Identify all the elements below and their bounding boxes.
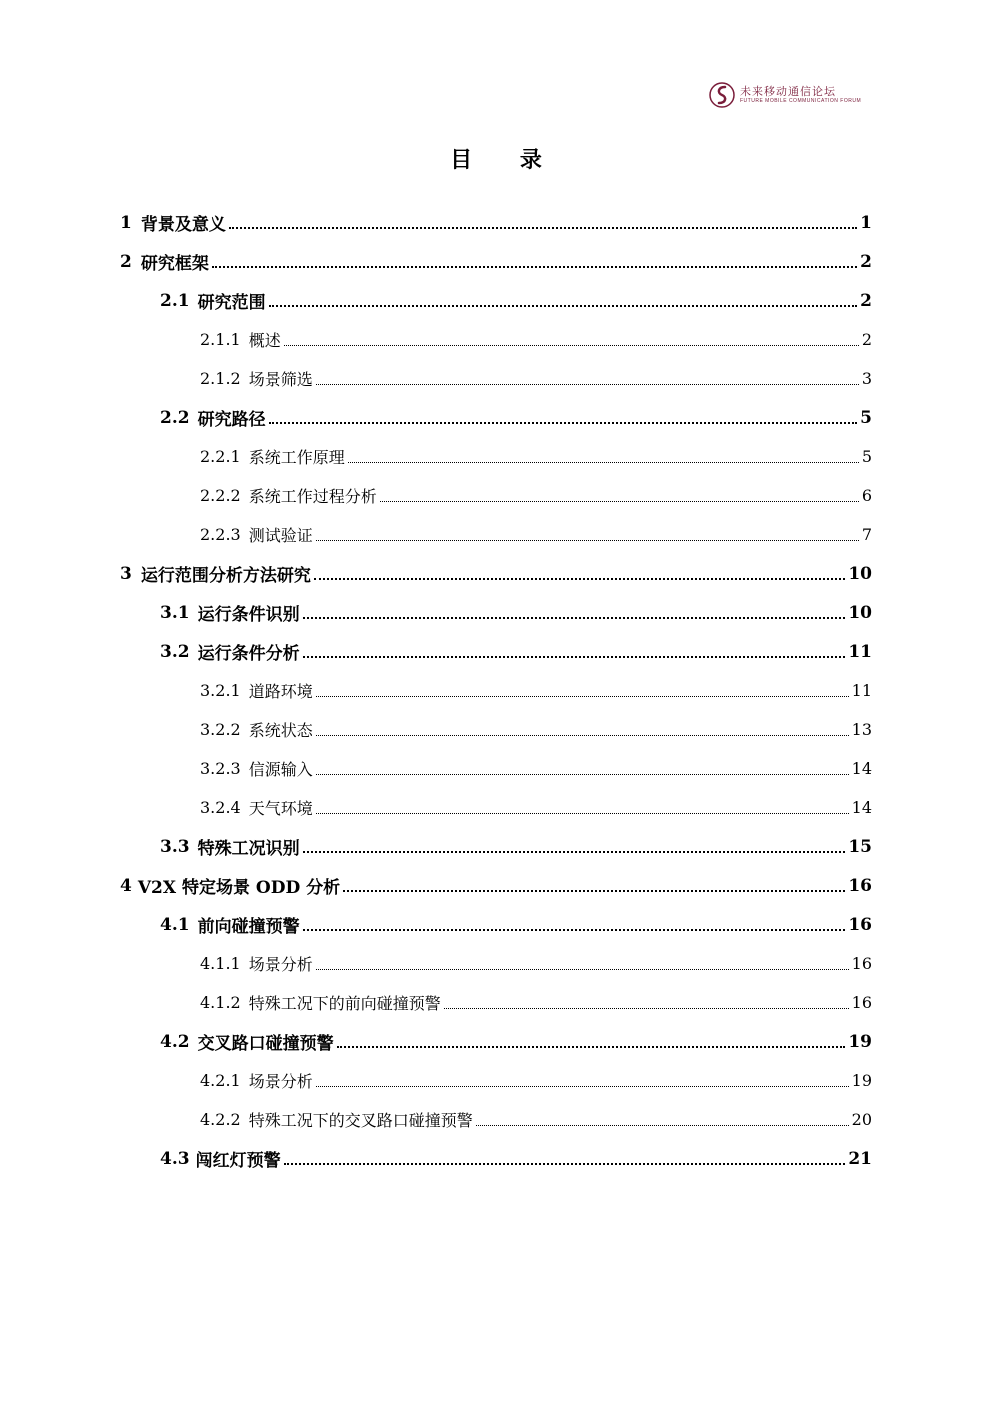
toc-dot-leader — [229, 226, 857, 229]
toc-dot-leader — [337, 1045, 846, 1048]
toc-dot-leader — [316, 812, 849, 814]
forum-logo-icon — [708, 81, 736, 109]
toc-entry-page: 2 — [860, 251, 872, 272]
toc-entry-title: 运行范围分析方法研究 — [140, 566, 311, 586]
toc-entry-page: 11 — [851, 681, 872, 700]
toc-entry[interactable] — [120, 320, 872, 359]
logo-english-text: FUTURE MOBILE COMMUNICATION FORUM — [740, 98, 862, 104]
toc-entry-title: 场景分析 — [248, 955, 313, 974]
toc-entry-title: 系统工作过程分析 — [248, 487, 377, 506]
toc-entry-number: 2.1.2 — [200, 369, 241, 388]
toc-entry-title: 天气环境 — [248, 799, 313, 818]
toc-entry-page: 20 — [851, 1110, 872, 1129]
toc-entry-page: 2 — [861, 330, 872, 349]
toc-entry-page: 1 — [860, 212, 872, 233]
toc-entry[interactable] — [120, 242, 872, 281]
toc-entry-page: 10 — [848, 602, 872, 623]
toc-entry-number: 3.2.3 — [200, 759, 241, 778]
toc-dot-leader — [476, 1124, 849, 1126]
toc-entry-page: 19 — [851, 1071, 872, 1090]
toc-entry-title: 场景分析 — [248, 1072, 313, 1091]
toc-entry-page: 16 — [851, 993, 872, 1012]
toc-entry-number: 2.1.1 — [200, 330, 241, 349]
toc-entry-number: 4.1.1 — [200, 954, 241, 973]
toc-entry-number: 3 — [120, 563, 132, 584]
toc-entry-title: 背景及意义 — [140, 215, 226, 235]
toc-entry[interactable] — [120, 944, 872, 983]
toc-entry[interactable] — [120, 671, 872, 710]
toc-entry-title: 场景筛选 — [248, 370, 313, 389]
toc-entry[interactable] — [120, 203, 872, 242]
toc-entry-number: 4.3 — [160, 1148, 190, 1169]
toc-entry-title: 道路环境 — [248, 682, 313, 701]
toc-entry-number: 3.1 — [160, 602, 190, 623]
toc-entry-title: 特殊工况下的交叉路口碰撞预警 — [248, 1111, 473, 1130]
toc-dot-leader — [444, 1007, 849, 1009]
toc-entry-title: 运行条件分析 — [197, 644, 300, 664]
toc-entry[interactable] — [120, 983, 872, 1022]
toc-entry-page: 15 — [848, 836, 872, 857]
toc-entry[interactable] — [120, 749, 872, 788]
toc-dot-leader — [284, 1162, 846, 1165]
toc-entry[interactable] — [120, 1022, 872, 1061]
toc-entry-title: 交叉路口碰撞预警 — [197, 1034, 334, 1054]
forum-logo — [708, 80, 861, 110]
toc-entry[interactable] — [120, 1100, 872, 1139]
toc-entry-page: 7 — [861, 525, 872, 544]
toc-dot-leader — [269, 421, 858, 424]
toc-entry[interactable] — [120, 827, 872, 866]
toc-entry-number: 3.3 — [160, 836, 190, 857]
toc-dot-leader — [348, 461, 859, 463]
toc-entry-page: 13 — [851, 720, 872, 739]
toc-dot-leader — [316, 695, 849, 697]
toc-entry-number: 2.2 — [160, 407, 190, 428]
toc-dot-leader — [316, 773, 849, 775]
toc-dot-leader — [303, 850, 846, 853]
toc-entry[interactable] — [120, 788, 872, 827]
toc-entry-page: 16 — [848, 875, 872, 896]
toc-entry-title: 闯红灯预警 — [195, 1151, 281, 1171]
toc-dot-leader — [316, 1085, 849, 1087]
toc-entry-title: 系统工作原理 — [248, 448, 345, 467]
toc-entry-title: 特殊工况识别 — [197, 839, 300, 859]
toc-entry-title: 前向碰撞预警 — [197, 917, 300, 937]
toc-dot-leader — [316, 734, 849, 736]
toc-dot-leader — [343, 889, 845, 892]
toc-entry-number: 4.2.2 — [200, 1110, 241, 1129]
toc-entry-page: 14 — [851, 759, 872, 778]
toc-entry-page: 10 — [848, 563, 872, 584]
toc-entry-number: 4.1.2 — [200, 993, 241, 1012]
toc-entry-page: 11 — [848, 641, 872, 662]
toc-entry[interactable] — [120, 632, 872, 671]
toc-entry-number: 3.2.2 — [200, 720, 241, 739]
table-of-contents — [120, 203, 872, 1178]
toc-entry-number: 2.2.1 — [200, 447, 241, 466]
toc-entry-number: 2 — [120, 251, 132, 272]
toc-entry-page: 14 — [851, 798, 872, 817]
toc-entry-page: 19 — [848, 1031, 872, 1052]
toc-dot-leader — [269, 304, 858, 307]
toc-entry[interactable] — [120, 710, 872, 749]
toc-entry[interactable] — [120, 281, 872, 320]
toc-entry[interactable] — [120, 866, 872, 905]
toc-entry-title: 系统状态 — [248, 721, 313, 740]
toc-entry-number: 3.2 — [160, 641, 190, 662]
toc-entry-number: 2.2.3 — [200, 525, 241, 544]
toc-entry-number: 3.2.4 — [200, 798, 241, 817]
toc-dot-leader — [303, 616, 846, 619]
toc-dot-leader — [314, 577, 845, 580]
toc-entry-title: 信源输入 — [248, 760, 313, 779]
toc-entry-page: 5 — [861, 447, 872, 466]
toc-entry-title: V2X 特定场景 ODD 分析 — [137, 878, 341, 898]
toc-entry-page: 5 — [860, 407, 872, 428]
toc-dot-leader — [303, 655, 846, 658]
toc-entry-page: 6 — [861, 486, 872, 505]
toc-entry-number: 2.2.2 — [200, 486, 241, 505]
toc-entry-title: 概述 — [248, 331, 281, 350]
toc-dot-leader — [316, 968, 849, 970]
toc-entry-title: 研究框架 — [140, 254, 209, 274]
toc-entry-number: 4 — [120, 875, 132, 896]
toc-dot-leader — [380, 500, 859, 502]
toc-entry-number: 4.2.1 — [200, 1071, 241, 1090]
toc-entry[interactable] — [120, 398, 872, 437]
toc-entry-title: 测试验证 — [248, 526, 313, 545]
page-title: 目 录 — [450, 147, 562, 173]
toc-dot-leader — [316, 539, 859, 541]
toc-entry-number: 3.2.1 — [200, 681, 241, 700]
toc-entry-number: 1 — [120, 212, 132, 233]
toc-entry-number: 2.1 — [160, 290, 190, 311]
toc-entry-title: 研究范围 — [197, 293, 266, 313]
toc-dot-leader — [303, 928, 846, 931]
toc-dot-leader — [316, 383, 859, 385]
toc-entry-page: 16 — [851, 954, 872, 973]
toc-entry-title: 研究路径 — [197, 410, 266, 430]
toc-entry[interactable] — [120, 1061, 872, 1100]
toc-entry-number: 4.1 — [160, 914, 190, 935]
toc-entry[interactable] — [120, 437, 872, 476]
toc-entry-title: 特殊工况下的前向碰撞预警 — [248, 994, 441, 1013]
toc-entry[interactable] — [120, 905, 872, 944]
toc-entry[interactable] — [120, 554, 872, 593]
toc-entry-page: 3 — [861, 369, 872, 388]
toc-dot-leader — [212, 265, 857, 268]
toc-entry-number: 4.2 — [160, 1031, 190, 1052]
toc-entry-page: 21 — [848, 1148, 872, 1169]
toc-entry[interactable] — [120, 593, 872, 632]
toc-entry[interactable] — [120, 515, 872, 554]
logo-chinese-text: 未来移动通信论坛 — [740, 85, 836, 98]
toc-entry-title: 运行条件识别 — [197, 605, 300, 625]
toc-entry-page: 16 — [848, 914, 872, 935]
toc-dot-leader — [284, 344, 859, 346]
toc-entry[interactable] — [120, 476, 872, 515]
toc-entry-page: 2 — [860, 290, 872, 311]
toc-entry[interactable] — [120, 1139, 872, 1178]
toc-entry[interactable] — [120, 359, 872, 398]
